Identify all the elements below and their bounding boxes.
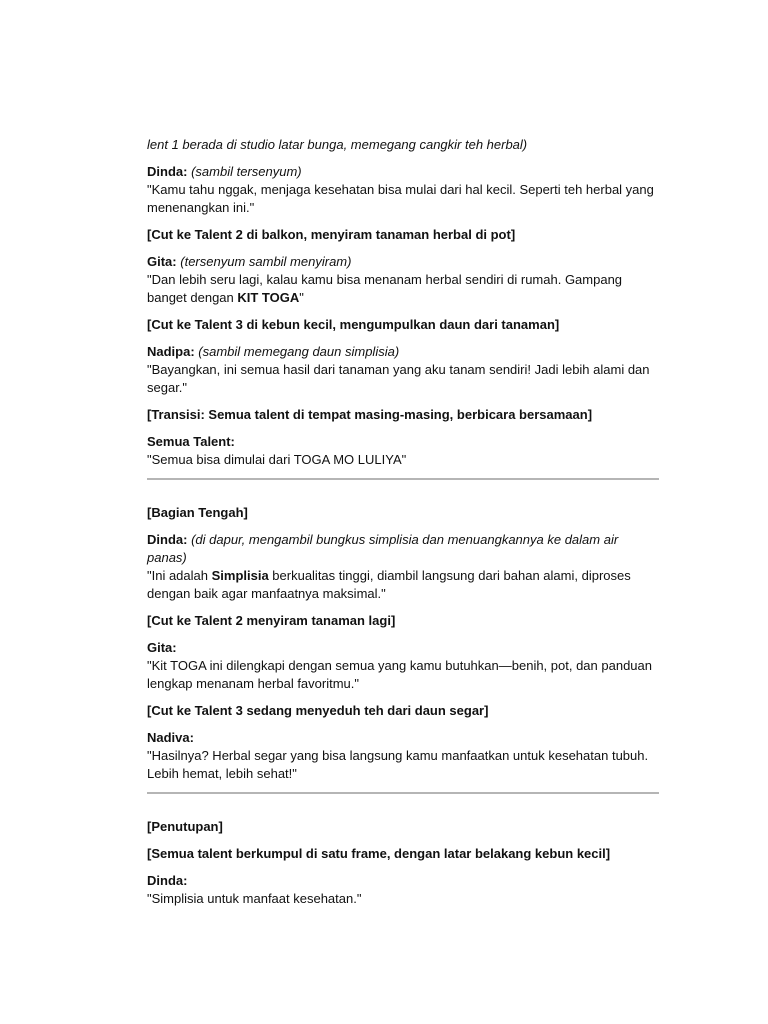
- dialogue-line: "Dan lebih seru lagi, kalau kamu bisa menanam herbal sendiri di rumah. Gampang banget dengan: [147, 272, 623, 305]
- dialogue-line: "Kit TOGA ini dilengkapi dengan semua yang kamu butuhkan—benih, pot, dan panduan lengkap menanam herbal favoritmu.": [147, 658, 652, 691]
- speaker-name: Dinda:: [147, 164, 188, 179]
- section-divider: [147, 478, 659, 480]
- dialogue-dinda-2: [147, 531, 659, 603]
- cut-direction-2: [Cut ke Talent 3 di kebun kecil, mengumpulkan daun dari tanaman]: [147, 317, 560, 332]
- dialogue-emphasis: KIT TOGA: [237, 290, 300, 305]
- dialogue-gita-2: [147, 639, 659, 693]
- script-page: [147, 136, 659, 917]
- dialogue-line: "Bayangkan, ini semua hasil dari tanaman yang aku tanam sendiri! Jadi lebih alami dan segar.": [147, 362, 650, 395]
- section-heading-closing: [Penutupan]: [147, 819, 223, 834]
- dialogue-line-end: berkualitas tinggi, diambil langsung dari bahan alami, diproses dengan baik agar manfaatnya maksimal.": [147, 568, 631, 601]
- dialogue-line: "Kamu tahu nggak, menjaga kesehatan bisa mulai dari hal kecil. Seperti teh herbal yang menenangkan ini.": [147, 182, 654, 215]
- cut-direction-4: [Cut ke Talent 3 sedang menyeduh teh dari daun segar]: [147, 703, 489, 718]
- stage-direction: (sambil tersenyum): [191, 164, 302, 179]
- section-heading-middle: [Bagian Tengah]: [147, 505, 248, 520]
- dialogue-nadipa: [147, 343, 659, 397]
- dialogue-gita-1: [147, 253, 659, 307]
- dialogue-nadiva: [147, 729, 659, 783]
- stage-direction: (sambil memegang daun simplisia): [198, 344, 400, 359]
- dialogue-line-end: ": [299, 290, 304, 305]
- dialogue-dinda-1: [147, 163, 659, 217]
- dialogue-dinda-3: [147, 872, 659, 908]
- speaker-name: Semua Talent:: [147, 434, 235, 449]
- speaker-name: Dinda:: [147, 532, 188, 547]
- dialogue-line: "Simplisia untuk manfaat kesehatan.": [147, 891, 362, 906]
- dialogue-line: "Ini adalah: [147, 568, 212, 583]
- cut-direction-3: [Cut ke Talent 2 menyiram tanaman lagi]: [147, 613, 396, 628]
- speaker-name: Gita:: [147, 640, 177, 655]
- transition-direction: [Transisi: Semua talent di tempat masing-masing, berbicara bersamaan]: [147, 407, 593, 422]
- stage-direction: (di dapur, mengambil bungkus simplisia dan menuangkannya ke dalam air panas): [147, 532, 619, 565]
- dialogue-emphasis: Simplisia: [211, 568, 269, 583]
- speaker-name: Nadipa:: [147, 344, 195, 359]
- cut-direction-5: [Semua talent berkumpul di satu frame, dengan latar belakang kebun kecil]: [147, 846, 611, 861]
- speaker-name: Gita:: [147, 254, 177, 269]
- stage-direction: (tersenyum sambil menyiram): [180, 254, 352, 269]
- speaker-name: Dinda:: [147, 873, 188, 888]
- dialogue-line: "Semua bisa dimulai dari TOGA MO LULIYA": [147, 452, 407, 467]
- section-divider: [147, 792, 659, 794]
- scene-lead: lent 1 berada di studio latar bunga, memegang cangkir teh herbal): [147, 137, 528, 152]
- dialogue-all-talent: [147, 433, 659, 469]
- dialogue-line: "Hasilnya? Herbal segar yang bisa langsung kamu manfaatkan untuk kesehatan tubuh. Lebih hemat, lebih sehat!": [147, 748, 649, 781]
- cut-direction-1: [Cut ke Talent 2 di balkon, menyiram tanaman herbal di pot]: [147, 227, 516, 242]
- speaker-name: Nadiva:: [147, 730, 194, 745]
